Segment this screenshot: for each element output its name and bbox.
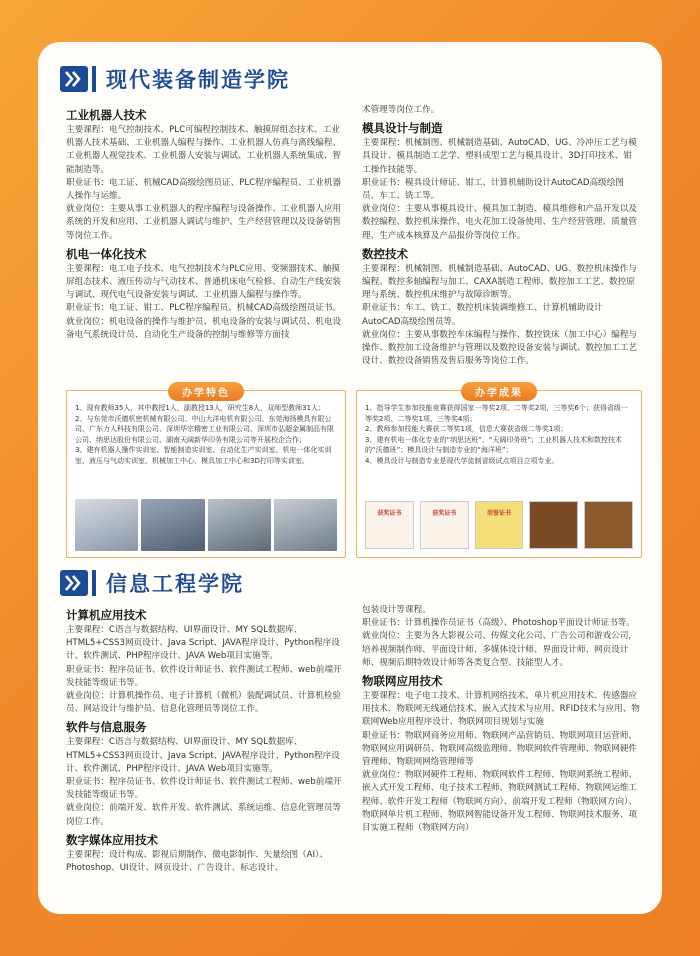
features-box: [66, 390, 346, 558]
double-chevron-icon: [60, 66, 88, 92]
feature-item: 1、现有教师35人，其中教授1人，副教授13人，研究生8人，双师型教师31人；: [75, 404, 326, 412]
title-divider: [92, 66, 96, 92]
section-header-info-eng: [60, 568, 244, 598]
major-detail: 主要课程：电气控制技术、PLC可编程控制技术、触摸屏组态技术、工业机器人技术基础、工业机器人编程与操作、工业机器人仿真与离线编程、工业机器人视觉技术、工业机器人安装与调试、工业机器人系统集成、智能制造等。: [66, 125, 342, 175]
plaque-2: [584, 501, 633, 549]
certificate-2: 获奖证书: [420, 501, 469, 549]
major-detail: 职业证书：电工证、机械CAD高级绘图员证、PLC程序编程员、工业机器人操作与运维。: [66, 177, 342, 202]
result-item: 2、教师参加技能大赛获二等奖1项，信息大赛获省级二等奖1项；: [365, 425, 568, 433]
section-title: 信息工程学院: [106, 572, 244, 596]
info-eng-right-column: [362, 604, 640, 835]
major-detail: 职业证书：物联网商务应用师、物联网产品营销员、物联网项目运营师、物联网应用调研员、物联网高级监理师、物联网软件管理师、物联网硬件管理师、物联网网络管理师等: [362, 730, 638, 768]
results-list: [365, 403, 633, 466]
result-item: 4、模具设计与制造专业是现代学徒制省级试点项目立项专业。: [365, 456, 559, 465]
photo-lab-2: [141, 499, 204, 551]
major-title: 模具设计与制造: [362, 121, 443, 136]
major-detail: 就业岗位：机电设备的操作与维护员、机电设备的安装与调试员、机电设备电气系统设计员、自动化生产设备的控制与维修等方面技: [66, 316, 342, 340]
info-eng-left-column: [66, 604, 346, 875]
manufacturing-right-column: [362, 104, 640, 368]
major-detail: 主要课程：C语言与数据结构、UI界面设计、MY SQL数据库、HTML5+CSS3网页设计、Java Script、JAVA程序设计、Python程序设计、软件测试、PHP程序设计、JAVA Web项目实施等。: [66, 737, 340, 774]
major-title: 机电一体化技术: [66, 246, 147, 261]
double-chevron-icon: [60, 570, 88, 596]
feature-item: 2、与东莞市沃德机密机械有限公司、中山大洋电机有限公司、东莞海扬模具有限公司、广东力人科技有限公司、深圳华宗精密工业有限公司、深圳市弘超金属制品有限公司、纳思达股份有限公司、湖南天阔新华印务有限公司等开展校企合作；: [75, 414, 334, 444]
major-detail: 包装设计等课程。: [362, 605, 431, 615]
result-item: 1、指导学生参加技能竞赛获得国家一等奖2项、二等奖2项，三等奖6个；获得省级一等奖2项、二等奖1项、三等奖4项；: [365, 404, 628, 423]
major-detail: 职业证书：程序员证书、软件设计师证书、软件测试工程师、web前端开发技能等级证书等。: [66, 777, 342, 801]
major-title: 工业机器人技术: [66, 108, 147, 122]
results-box: [356, 390, 642, 558]
major-detail: 就业岗位：物联网硬件工程师、物联网软件工程师、物联网系统工程师、嵌入式开发工程师、电子技术工程师、物联网测试工程师、物联网运维工程师、软件开发工程师（物联网方向）、前端开发工程师（物联网方向）、物联网单片机工程师、物联网智能设备开发工程师、物联网技术服务、项目实施工程师（物联网方向）: [362, 770, 638, 834]
major-title: 物联网应用技术: [362, 674, 443, 689]
major-detail: 主要课程：电工电子技术、电气控制技术与PLC应用、变频器技术、触摸屏组态技术、液压传动与气动技术、普通机床电气检修、自动生产线安装与调试、现代电气设备安装与调试、工业机器人编程与操作等。: [66, 263, 342, 301]
major-title: 软件与信息服务: [66, 720, 147, 735]
major-title: 数字媒体应用技术: [66, 832, 158, 847]
major-detail: 职业证书：计算机操作员证书（高级）、Photoshop平面设计师证书等。: [362, 618, 635, 629]
major-detail: 主要课程：机械制图、机械制造基础、AutoCAD、UG、冷冲压工艺与模具设计、模具制造工艺学、塑料成型工艺与模具设计、3D打印技术、钳工操作技能等。: [362, 138, 637, 175]
major-detail: 职业证书：程序员证书、软件设计师证书、软件测试工程师、web前端开发技能等级证书等。: [66, 664, 342, 688]
major-title: 数控技术: [362, 246, 408, 261]
major-detail: 就业岗位：主要从事模具设计、模具加工制造、模具维修和产品开发以及数控编程、数控机床操作、电火花加工设备使用、生产经营管理、质量管理、生产成本核算及产品报价等岗位工作。: [362, 204, 638, 241]
major-detail: 主要课程：机械制图、机械制造基础、AutoCAD、UG、数控机床操作与编程、数控多轴编程与加工、CAXA制造工程师、数控加工工艺、数控原理与系统、数控机床维护与故障诊断等。: [362, 263, 637, 301]
title-divider: [92, 570, 96, 596]
manufacturing-left-column: [66, 104, 344, 342]
major-detail: 就业岗位：主要为各大影视公司、传媒文化公司、广告公司和游戏公司，培养视频制作师、平面设计师、多媒体设计师、界面设计师、网页设计师、视频后期特效设计师等各类复合型、技能型人才。: [362, 631, 638, 668]
photo-lab-4: [274, 499, 337, 551]
award-certificates: [365, 497, 633, 549]
results-badge: 办学成果: [461, 382, 537, 401]
major-detail: 职业证书：车工、铣工、数控机床装调维修工、计算机辅助设计AutoCAD高级绘图员等。: [362, 303, 603, 327]
training-photos: [75, 499, 337, 551]
result-item: 3、建有机电一体化专业的“纳思达班”、“天阔印务班”；工业机器人技术和数控技术的“沃德班”；模具设计与制造专业的“海洋班”；: [365, 435, 622, 454]
major-detail: 就业岗位：主要从事数控车床编程与操作、数控铣床（加工中心）编程与操作、数控加工设备维护与管理以及数控设备安装与调试、数控加工工艺设计、数控设备销售及售后服务等岗位工作。: [362, 329, 638, 367]
major-detail: 主要课程：C语言与数据结构、UI界面设计、MY SQL数据库、HTML5+CSS3网页设计、Java Script、JAVA程序设计、Python程序设计、软件测试、PHP程序设计、JAVA Web项目实施等。: [66, 625, 340, 662]
major-detail: 就业岗位：计算机操作员、电子计算机（微机）装配调试员、计算机检验员、网站设计与维护员、信息化管理员等岗位工作。: [66, 691, 342, 715]
major-detail: 职业证书：模具设计师证、钳工、计算机辅助设计AutoCAD高级绘图员、车工、铣工等。: [362, 177, 624, 202]
section-header-manufacturing: [60, 64, 290, 94]
major-detail: 就业岗位：前端开发、软件开发、软件测试、系统运维、信息化管理员等岗位工作。: [66, 803, 342, 827]
features-list: [75, 403, 337, 466]
plaque-1: [529, 501, 578, 549]
features-badge: 办学特色: [168, 382, 244, 401]
major-detail: 术管理等岗位工作。: [362, 105, 440, 115]
certificate-1: 获奖证书: [365, 501, 414, 549]
major-detail: 主要课程：电子电工技术、计算机网络技术、单片机应用技术、传感器应用技术、物联网无线通信技术、嵌入式技术与应用、RFID技术与应用、物联网Web应用程序设计、物联网项目规划与实施: [362, 691, 640, 728]
major-detail: 主要课程：设计构成、影视后期制作、微电影制作、矢量绘图（AI）、Photoshop、UI设计、网页设计、广告设计、标志设计、: [66, 849, 328, 874]
major-detail: 就业岗位：主要从事工业机器人的程序编程与设备操作、工业机器人应用系统的开发和应用、工业机器人调试与维护、生产经营管理以及设备销售等岗位工作。: [66, 204, 342, 241]
section-title: 现代装备制造学院: [106, 68, 290, 92]
feature-item: 3、建有机器人操作实训室、智能制造实训室、自动化生产实训室、机电一体化实训室、液压与气动实训室、机械加工中心、模具加工中心和3D打印等实训室。: [75, 446, 332, 465]
major-title: 计算机应用技术: [66, 608, 147, 622]
major-detail: 职业证书：电工证、钳工、PLC程序编程员、机械CAD高级绘图员证书。: [66, 303, 342, 314]
photo-lab-1: [75, 499, 138, 551]
certificate-3: 荣誉证书: [475, 501, 524, 549]
photo-lab-3: [208, 499, 271, 551]
